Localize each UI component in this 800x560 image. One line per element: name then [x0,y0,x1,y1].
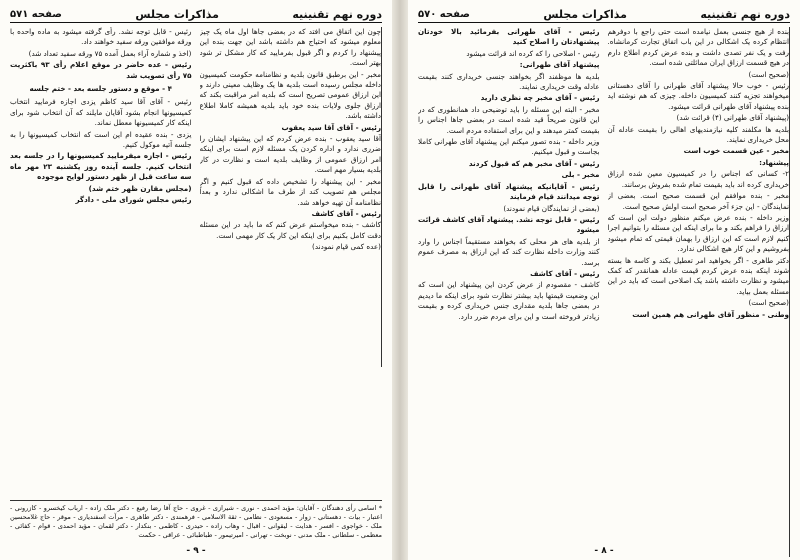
paragraph: رئیس - آقای کاشف [530,268,600,278]
left-col-right [200,27,383,367]
paragraph: بلدیه ها مکلفند کلیه نیازمندیهای اهالی را بقیمت عادله آن محل خریداری نمایند. [607,124,789,145]
paragraph: (صحیح است) [748,298,789,308]
paragraph: دکتر طاهری - اگر بخواهید امر تعطیل بکند و کاسه ها بسته شوند اینکه بنده عرض کردم قیمت عادله همانقدر که کمک میشود و نظارت داشته باشد یک اصلاحی است که باید در این مسئله بعمل بیاید. [607,255,789,296]
paragraph: بلدیه ها موظفند اگر بخواهند جنسی خریداری کنند بقیمت عادله وقت خریداری نمایند. [418,71,600,92]
paragraph: مخبر - البته این مسئله را باید توضیحی داد همانطوری که در این قانون صریحاً قید شده است در بعضی جاها اجناس را بقیمت کمتر میدهند و این برای استفاده مردم است. [418,104,600,135]
paragraph: رئیس - آقای مخبر چه نظری دارید [480,93,600,103]
paragraph: وطنی - منظور آقای طهرانی هم همین است [632,309,789,319]
paragraph: ۲- کسانی که اجناس را در کمیسیون معین شده ارزاق خریداری کرده اند باید بقیمت تمام شده بفروش برسانند. [607,169,789,189]
paragraph: رئیس - اصلاحی را که کرده اند قرائت میشود [466,48,600,58]
right-header-page-number: صفحه ۵۷۰ [418,8,470,20]
paragraph: ۴ - موقع و دستور جلسه بعد - ختم جلسه [29,84,172,94]
paragraph: یزدی - بنده عقیده ام این است که انتخاب کمیسیونها را به جلسه آتیه موکول کنیم. [10,129,192,150]
paragraph: رئیس - قابل توجه نشد. پیشنهاد آقای کاشف قرائت میشود [418,214,600,235]
left-header-page-number: صفحه ۵۷۱ [10,8,62,20]
paragraph: رئیس - قابل توجه نشد. رأی گرفته میشود به ماده واحده با ورقه موافقین ورقه سفید خواهند داد. [10,27,192,47]
paragraph: مخبر - این برطبق قانون بلدیه و نظامنامه حکومت کمیسیون داخله مجلس رسیده است بلدیه ها یک وظایف معینی دارند و این ارزاق عمومی تصریح است که بلدیه امر مراقبت بکند که ارزاق جلوی ولایات بنده خود باید بلدیه همیشه کاملا اطلاع داشته باشد. [199,69,381,121]
paragraph: (مجلس مقارن ظهر ختم شد) [88,183,192,193]
left-page [0,0,392,560]
paragraph: مخبر - بلی [561,170,600,180]
left-page-columns [10,27,382,367]
paragraph: از بلدیه های هر محلی که بخواهند مستقیماً اجناس را وارد کنند وزارت داخله نظارت کند که این ارزاق به مصرف عموم برسد. [418,236,600,267]
right-col-right [608,27,791,557]
paragraph: وزیر داخله - بنده عرض میکنم منظور دولت این است که ارزاق را فراهم بکند و ما برای اینکه این مسئله را بتوانیم اجرا کنیم لازم است که این ارزاق را بهمان قیمتی که تمام میشود بفروشیم و این کار هیچ اشکالی ندارد. [607,212,789,254]
paragraph: (عده کمی قیام نمودند) [312,242,381,252]
left-header-session: دوره نهم تقنینیه [292,7,382,21]
paragraph: کاشف - مقصودم از عرض کردن این پیشنهاد این است که این وضعیت قیمتها باید بیشتر نظارت شود برای اینکه ما دیدیم در بعضی جاها بلدیه مقداری جنس خریداری کرده و بقیمت زیادتر فروخته است و این برای مردم ضرر دارد. [418,280,600,321]
paragraph: (بعضی از نمایندگان قیام نمودند) [503,203,600,213]
paragraph: رئیس - عده حاضر در موقع اعلام رأی ۹۳ باکثریت ۷۵ رأی تصویب شد [10,60,192,80]
paragraph: آقا سید یعقوب - بنده عرض کردم که این پیشنهاد ایشان را ضرری ندارد و اداره کردن یک مسئله لازم است برای اینکه امر ارزاق عمومی از وظایف بلدیه است و نظارت در کار بلدیه بسیار مهم است. [199,134,381,175]
right-page [408,0,800,560]
paragraph: مخبر - عین قسمت خوب است [683,146,789,156]
left-page-header [10,6,382,23]
paragraph: رئیس مجلس شورای ملی - دادگر [75,195,192,205]
paragraph: کاشف - بنده میخواستم عرض کنم که ما باید در این مسئله دقت کامل بکنیم برای اینکه این کار یک کار مهمی است. [199,220,381,240]
paragraph: مخبر - بنده موافقم این قسمت صحیح است. بعضی از نمایندگان - این جزء آخر صحیح است اولش صحیح است. [607,191,789,211]
left-footnotes: * اسامی رأی دهندگان - آقایان: مؤید احمدی - نوری - شیرازی - غروی - حاج آقا رضا رفیع - دکتر ملک زاده - ارباب کیخسرو - کازرونی - اعتبار - بیات - دهستانی - زوار - مسعودی - نظامی - ثقة الاسلامی - فرهمندی - دکتر طاهری - مرآت اسفندیاری - موقر - حاج غلامحسین ملک - خواجوی - افسر - هدایت - لیقوانی - اقبال - وهاب زاده - حیدری - کاظمی - بنکدار - دکتر لقمان - مؤید احمدی - قوام - کفائی - معظمی - سلطانی - ملک مدنی - نوبخت - تهرانی - امیرتیمور - طباطبائی - عراقی - حکمت [10,500,382,540]
paragraph: رئیس - آقای آقا سید کاظم یزدی اجازه فرمایید انتخاب کمیسیونها انجام بشود آقایان مایلند که آن انتخاب شود برای اینکه کار کمیسیونها معطل نماند. [10,97,192,128]
paragraph: رئیس - اجازه میفرمایید کمیسیونها را در جلسه بعد انتخاب کنیم. جلسه آینده روز یکشنبه ۲۳ مهر ماه سه ساعت قبل از ظهر دستور لوایح موجوده [10,151,192,182]
left-folio: - ۹ - [186,546,206,556]
paragraph: چون این اتفاق می افتد که در بعضی جاها اول ماه یک چیز معلوم میشود که احتیاج هم داشته باشد این جهت بنده این پیشنهاد را کردم و اگر قبول بفرمایید که کار مشکل تر شود بهتر است. [199,27,381,68]
paragraph: پیشنهاد آقای طهرانی: [519,60,600,70]
paragraph: مخبر - این پیشنهاد را تشخیص داده که قبول کنیم و اگر مجلس هم تصویب کند از طرف ما اشکالی ندارد و بعداً نظامنامه آن تهیه خواهد شد. [199,176,381,207]
right-folio: - ۸ - [594,546,614,556]
paragraph: (اخذ و شماره آراء بعمل آمده ۷۵ ورقه سفید تعداد شد) [28,48,192,58]
paragraph: بنده از هیچ جنسی بعمل نیامده است حتی راجع با دوفرهم انتظام کرده یک اشکالی در این باب اتفاق تجارت کرمانشاه. رفت و یک نفر تصدی داشت و بنده عرض کردم اطلاع دارم در هیچ قسمت ارزاق ایران مماثلتی شده است. [607,27,789,68]
right-header-session: دوره نهم تقنینیه [700,7,790,21]
paragraph: رئیس - آقای طهرانی بفرمائید بالا خودتان پیشنهادتان را اصلاح کنید [418,27,600,47]
right-header-title: مذاکرات مجلس [543,7,627,21]
paragraph: رئیس - آقای آقا سید یعقوب [281,122,381,132]
paragraph: وزیر داخله - بنده تصور میکنم این پیشنهاد آقای طهرانی کاملا بجاست و قبول میکنیم. [418,137,600,157]
paragraph: پیشنهاد: [759,157,789,167]
paragraph: رئیس - آقای مخبر هم که قبول کردند [468,158,600,168]
right-col-left [418,27,600,557]
book-gutter [392,0,408,560]
right-page-columns [418,27,790,557]
paragraph: رئیس - خوب حالا پیشنهاد آقای طهرانی را آقای دهستانی میخواهند تجزیه کنند کمیسیون داخله. چیزی که هم نوشته اید بنده پیشنهاد آقای طهرانی قرائت میشود. [607,81,789,111]
paragraph: رئیس - آقای کاشف [311,208,381,218]
right-page-header [418,6,790,23]
paragraph: (صحیح است) [748,69,789,79]
paragraph: (پیشنهاد آقای طهرانی (۴) قرائت شد) [676,113,789,123]
left-col-left [10,27,192,367]
left-header-title: مذاکرات مجلس [135,7,219,21]
paragraph: رئیس - آقایانیکه پیشنهاد آقای طهرانی را قابل توجه میدانند قیام فرمایند [418,181,600,202]
